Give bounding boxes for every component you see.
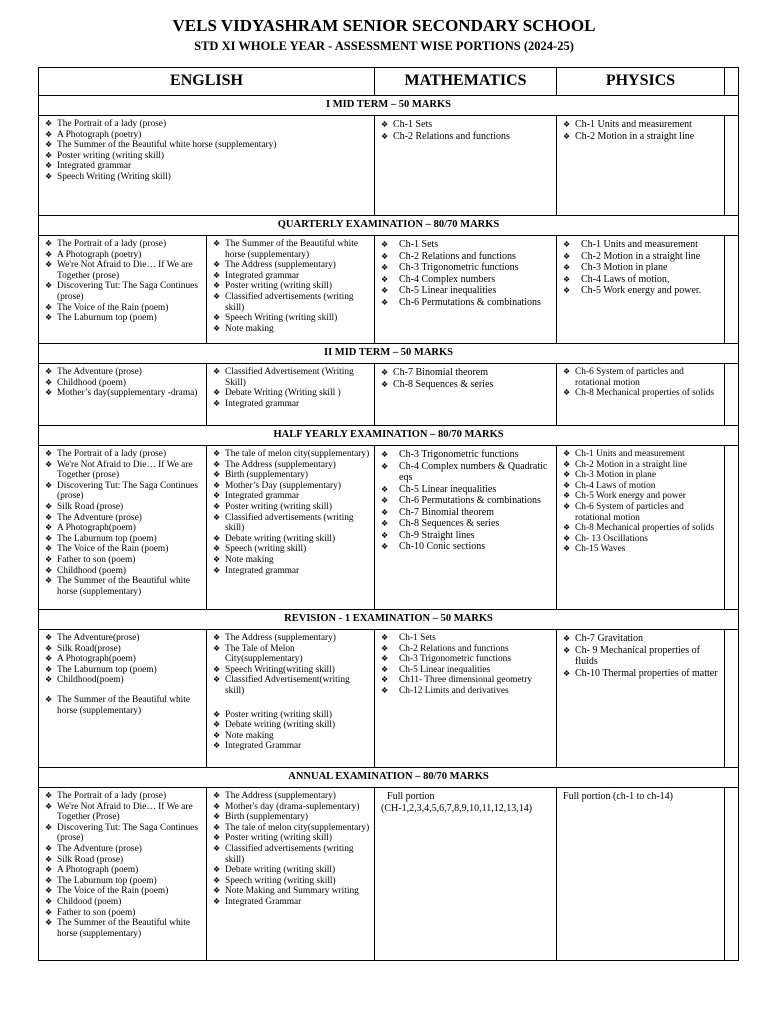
list-item: ❖ Ch-6 System of particles and rotational motion xyxy=(563,367,720,388)
list-item: ❖ Ch-1 Sets xyxy=(381,119,552,131)
list-item: ❖ The Summer of the Beautiful white horse (supplementary) xyxy=(45,140,370,151)
list-item: ❖ Debate writing (writing skill) xyxy=(213,534,370,545)
list-item: ❖ The tale of melon city(supplementary) xyxy=(213,449,370,460)
list-item: ❖ Silk Road (prose) xyxy=(45,855,202,866)
list-item: ❖ The Summer of the Beautiful white horse (supplementary) xyxy=(45,918,202,939)
list-item: ❖ Ch-1 Sets xyxy=(381,633,552,644)
physics-cell xyxy=(557,116,725,216)
list-item: ❖ Note making xyxy=(213,324,370,335)
list-item: ❖ Ch-1 Units and measurement xyxy=(563,449,720,460)
english-cell xyxy=(207,364,375,426)
english-cell xyxy=(207,236,375,344)
list-item: ❖ Childood (poem) xyxy=(45,897,202,908)
list-item: ❖ Integrated grammar xyxy=(213,491,370,502)
list-item: ❖ A Photograph (poetry) xyxy=(45,130,370,141)
list-item: ❖ Ch-8 Sequences & series xyxy=(381,518,552,530)
physics-cell xyxy=(557,364,725,426)
list-item: ❖ Ch-5 Linear inequalities xyxy=(381,665,552,676)
list-item: ❖ The Portrait of a lady (prose) xyxy=(45,449,202,460)
table-row xyxy=(39,630,739,768)
list-item: ❖ Note making xyxy=(213,731,370,742)
blank-cell xyxy=(725,236,739,344)
document-subtitle: STD XI WHOLE YEAR - ASSESSMENT WISE PORTIONS (2024-25) xyxy=(194,39,574,53)
list-item: ❖ Childhood (poem) xyxy=(45,566,202,577)
list-item: ❖ Classified Advertisement(writing skill) xyxy=(213,675,370,696)
list-item: ❖ Ch-1 Sets xyxy=(381,239,552,251)
list-item: ❖ Poster writing (writing skill) xyxy=(213,502,370,513)
maths-cell xyxy=(375,446,557,610)
list-item: ❖ Ch-15 Waves xyxy=(563,544,720,555)
list-item: ❖ Ch- 13 Oscillations xyxy=(563,534,720,545)
column-header-english: ENGLISH xyxy=(39,68,375,96)
list-item: ❖ We're Not Afraid to Die… If We are Together (prose) xyxy=(45,260,202,281)
list-item: ❖ Ch- 9 Mechanical properties of fluids xyxy=(563,645,720,668)
table-row xyxy=(39,364,739,426)
list-item: ❖ Ch-7 Binomial theorem xyxy=(381,367,552,379)
english-cell xyxy=(39,446,207,610)
list-item: ❖ Poster writing (writing skill) xyxy=(45,151,370,162)
list-item: ❖ Ch-4 Complex numbers & Quadratic eqs xyxy=(381,461,552,484)
list-item: ❖ Classified advertisements (writing skill) xyxy=(213,844,370,865)
list-item: ❖ The Laburnum top (poem) xyxy=(45,876,202,887)
list-item: ❖ Ch-5 Linear inequalities xyxy=(381,484,552,496)
table-row xyxy=(39,446,739,610)
list-item: ❖ The Laburnum top (poem) xyxy=(45,665,202,676)
list-item: ❖ Ch-2 Motion in a straight line xyxy=(563,460,720,471)
list-item: ❖ Ch-7 Binomial theorem xyxy=(381,507,552,519)
list-item: ❖ We're Not Afraid to Die… If We are Together (Prose) xyxy=(45,802,202,823)
list-item: ❖ Speech (writing skill) xyxy=(213,544,370,555)
list-item: ❖ The Summer of the Beautiful white horse (supplementary) xyxy=(45,576,202,597)
list-item: ❖ Ch-9 Straight lines xyxy=(381,530,552,542)
blank-cell xyxy=(725,630,739,768)
list-item: ❖ The Adventure (prose) xyxy=(45,367,202,378)
list-item: ❖ Ch-8 Mechanical properties of solids xyxy=(563,388,720,399)
list-item: ❖ Ch-12 Limits and derivatives xyxy=(381,686,552,697)
column-header-physics: PHYSICS xyxy=(557,68,725,96)
maths-cell xyxy=(375,236,557,344)
list-item: ❖ Ch-4 Laws of motion, xyxy=(563,274,720,286)
section-heading: HALF YEARLY EXAMINATION – 80/70 MARKS xyxy=(39,426,739,446)
list-item: ❖ Ch-6 Permutations & combinations xyxy=(381,297,552,309)
physics-cell xyxy=(557,630,725,768)
table-row xyxy=(39,236,739,344)
list-item: ❖ Integrated Grammar xyxy=(213,741,370,752)
list-item: ❖ The Summer of the Beautiful white horse (supplementary) xyxy=(213,239,370,260)
list-item: ❖ The tale of melon city(supplementary) xyxy=(213,823,370,834)
portions-table xyxy=(38,67,739,961)
list-item: ❖ Ch-10 Conic sections xyxy=(381,541,552,553)
table-header-row xyxy=(39,68,739,96)
list-item: ❖ Birth (supplementary) xyxy=(213,470,370,481)
list-item: ❖ Classified Advertisement (Writing Skill) xyxy=(213,367,370,388)
list-item: ❖ Ch-10 Thermal properties of matter xyxy=(563,668,720,680)
maths-full-portion: Full portion xyxy=(387,791,435,802)
list-item: ❖ We're Not Afraid to Die… If We are Together (prose) xyxy=(45,460,202,481)
list-item: ❖ The Address (supplementary) xyxy=(213,633,370,644)
list-item: ❖ Integrated grammar xyxy=(45,161,370,172)
list-item: ❖ Speech Writing(writing skill) xyxy=(213,665,370,676)
list-item: ❖ Ch-5 Linear inequalities xyxy=(381,285,552,297)
list-item: ❖ Ch-7 Gravitation xyxy=(563,633,720,645)
list-item: ❖ The Adventure (prose) xyxy=(45,513,202,524)
blank-cell xyxy=(725,116,739,216)
list-item: ❖ Mother’s Day (supplementary) xyxy=(213,481,370,492)
english-cell xyxy=(39,788,207,961)
list-item: ❖ Mother's day (drama-suplementary) xyxy=(213,802,370,813)
list-item: ❖ Integrated grammar xyxy=(213,271,370,282)
list-item: ❖ Integrated Grammar xyxy=(213,897,370,908)
list-item: ❖ Ch-2 Relations and functions xyxy=(381,131,552,143)
list-item: ❖ The Laburnum top (poem) xyxy=(45,313,202,324)
maths-cell xyxy=(375,364,557,426)
list-item: ❖ Mother’s day(supplementary -drama) xyxy=(45,388,202,399)
maths-cell xyxy=(375,630,557,768)
list-item: ❖ Ch-3 Motion in plane xyxy=(563,262,720,274)
list-item: ❖ Ch-2 Relations and functions xyxy=(381,644,552,655)
maths-cell xyxy=(375,788,557,961)
english-cell xyxy=(39,236,207,344)
english-cell xyxy=(39,630,207,768)
list-item: ❖ Ch-5 Work energy and power xyxy=(563,491,720,502)
list-item: ❖ Ch-2 Motion in a straight line xyxy=(563,251,720,263)
list-item: ❖ Ch-2 Relations and functions xyxy=(381,251,552,263)
list-item: ❖ Silk Road(prose) xyxy=(45,644,202,655)
list-item: ❖ Integrated grammar xyxy=(213,566,370,577)
physics-cell xyxy=(557,788,725,961)
list-item: ❖ The Voice of the Rain (poem) xyxy=(45,303,202,314)
physics-cell xyxy=(557,446,725,610)
list-item: ❖ A Photograph(poem) xyxy=(45,654,202,665)
list-item: ❖ Debate writing (writing skill) xyxy=(213,865,370,876)
list-item: ❖ The Voice of the Rain (poem) xyxy=(45,886,202,897)
list-item: ❖ Speech writing (writing skill) xyxy=(213,876,370,887)
list-item: ❖ Ch-2 Motion in a straight line xyxy=(563,131,720,143)
section-heading: I MID TERM – 50 MARKS xyxy=(39,96,739,116)
list-item: ❖ Ch-5 Work energy and power. xyxy=(563,285,720,297)
english-cell xyxy=(207,630,375,768)
list-item: ❖ Childhood(poem) xyxy=(45,675,202,686)
list-item: ❖ Ch11- Three dimensional geometry xyxy=(381,675,552,686)
list-item: ❖ Childhood (poem) xyxy=(45,378,202,389)
section-heading: QUARTERLY EXAMINATION – 80/70 MARKS xyxy=(39,216,739,236)
english-cell xyxy=(207,788,375,961)
list-item: ❖ Ch-1 Units and measurement xyxy=(563,239,720,251)
maths-chapter-list: (CH-1,2,3,4,5,6,7,8,9,10,11,12,13,14) xyxy=(381,802,533,814)
table-row xyxy=(39,116,739,216)
list-item: ❖ Ch-3 Motion in plane xyxy=(563,470,720,481)
list-item: ❖ Classified advertisements (writing skill) xyxy=(213,292,370,313)
list-item: ❖ Father to son (poem) xyxy=(45,908,202,919)
list-item: ❖ The Adventure (prose) xyxy=(45,844,202,855)
list-item: ❖ Ch-1 Units and measurement xyxy=(563,119,720,131)
list-item: ❖ Speech Writing (Writing skill) xyxy=(45,172,370,183)
list-item: ❖ The Address (supplementary) xyxy=(213,260,370,271)
physics-full-portion: Full portion (ch-1 to ch-14) xyxy=(563,791,673,802)
list-item: ❖ The Portrait of a lady (prose) xyxy=(45,791,202,802)
physics-cell xyxy=(557,236,725,344)
blank-cell xyxy=(725,788,739,961)
list-item: ❖ Ch-3 Trigonometric functions xyxy=(381,654,552,665)
list-item: ❖ The Address (supplementary) xyxy=(213,791,370,802)
english-cell xyxy=(207,446,375,610)
school-title: VELS VIDYASHRAM SENIOR SECONDARY SCHOOL xyxy=(172,16,596,35)
list-item: ❖ Ch-4 Laws of motion xyxy=(563,481,720,492)
list-item: ❖ Poster writing (writing skill) xyxy=(213,833,370,844)
list-item: ❖ The Address (supplementary) xyxy=(213,460,370,471)
list-item: ❖ Birth (supplementary) xyxy=(213,812,370,823)
list-item: ❖ Note making xyxy=(213,555,370,566)
section-heading: II MID TERM – 50 MARKS xyxy=(39,344,739,364)
list-item: ❖ Speech Writing (writing skill) xyxy=(213,313,370,324)
column-header-mathematics: MATHEMATICS xyxy=(375,68,557,96)
maths-cell xyxy=(375,116,557,216)
list-item: ❖ Integrated grammar xyxy=(213,399,370,410)
list-item: ❖ Ch-6 System of particles and rotational motion xyxy=(563,502,720,523)
list-item: ❖ Classified advertisements (writing skill) xyxy=(213,513,370,534)
blank-cell xyxy=(725,68,739,96)
list-item: ❖ The Summer of the Beautiful white horse (supplementary) xyxy=(45,695,202,716)
list-item: ❖ Debate Writing (Writing skill ) xyxy=(213,388,370,399)
list-item: ❖ Discovering Tut: The Saga Continues (prose) xyxy=(45,281,202,302)
table-row xyxy=(39,788,739,961)
list-item: ❖ The Portrait of a lady (prose) xyxy=(45,119,370,130)
list-item: ❖ A Photograph(poem) xyxy=(45,523,202,534)
list-item: ❖ Discovering Tut: The Saga Continues (prose) xyxy=(45,823,202,844)
list-item: ❖ Poster writing (writing skill) xyxy=(213,710,370,721)
list-item: ❖ Ch-3 Trigonometric functions xyxy=(381,449,552,461)
list-item: ❖ The Portrait of a lady (prose) xyxy=(45,239,202,250)
english-cell xyxy=(39,364,207,426)
list-item: ❖ A Photograph (poem) xyxy=(45,865,202,876)
list-item: ❖ The Voice of the Rain (poem) xyxy=(45,544,202,555)
list-item: ❖ Ch-8 Sequences & series xyxy=(381,379,552,391)
list-item: ❖ Ch-6 Permutations & combinations xyxy=(381,495,552,507)
list-item: ❖ A Photograph (poetry) xyxy=(45,250,202,261)
list-item: ❖ The Tale of Melon City(supplementary) xyxy=(213,644,370,665)
list-item: ❖ Father to son (poem) xyxy=(45,555,202,566)
blank-cell xyxy=(725,364,739,426)
list-item: ❖ Ch-4 Complex numbers xyxy=(381,274,552,286)
list-item: ❖ The Laburnum top (poem) xyxy=(45,534,202,545)
list-item: ❖ The Adventure(prose) xyxy=(45,633,202,644)
section-heading: REVISION - 1 EXAMINATION – 50 MARKS xyxy=(39,610,739,630)
blank-cell xyxy=(725,446,739,610)
english-cell xyxy=(39,116,375,216)
list-item: ❖ Note Making and Summary writing xyxy=(213,886,370,897)
list-item: ❖ Debate writing (writing skill) xyxy=(213,720,370,731)
list-item: ❖ Ch-3 Trigonometric functions xyxy=(381,262,552,274)
list-item: ❖ Silk Road (prose) xyxy=(45,502,202,513)
section-heading: ANNUAL EXAMINATION – 80/70 MARKS xyxy=(39,768,739,788)
list-item: ❖ Poster writing (writing skill) xyxy=(213,281,370,292)
list-item: ❖ Discovering Tut: The Saga Continues (prose) xyxy=(45,481,202,502)
list-item: ❖ Ch-8 Mechanical properties of solids xyxy=(563,523,720,534)
